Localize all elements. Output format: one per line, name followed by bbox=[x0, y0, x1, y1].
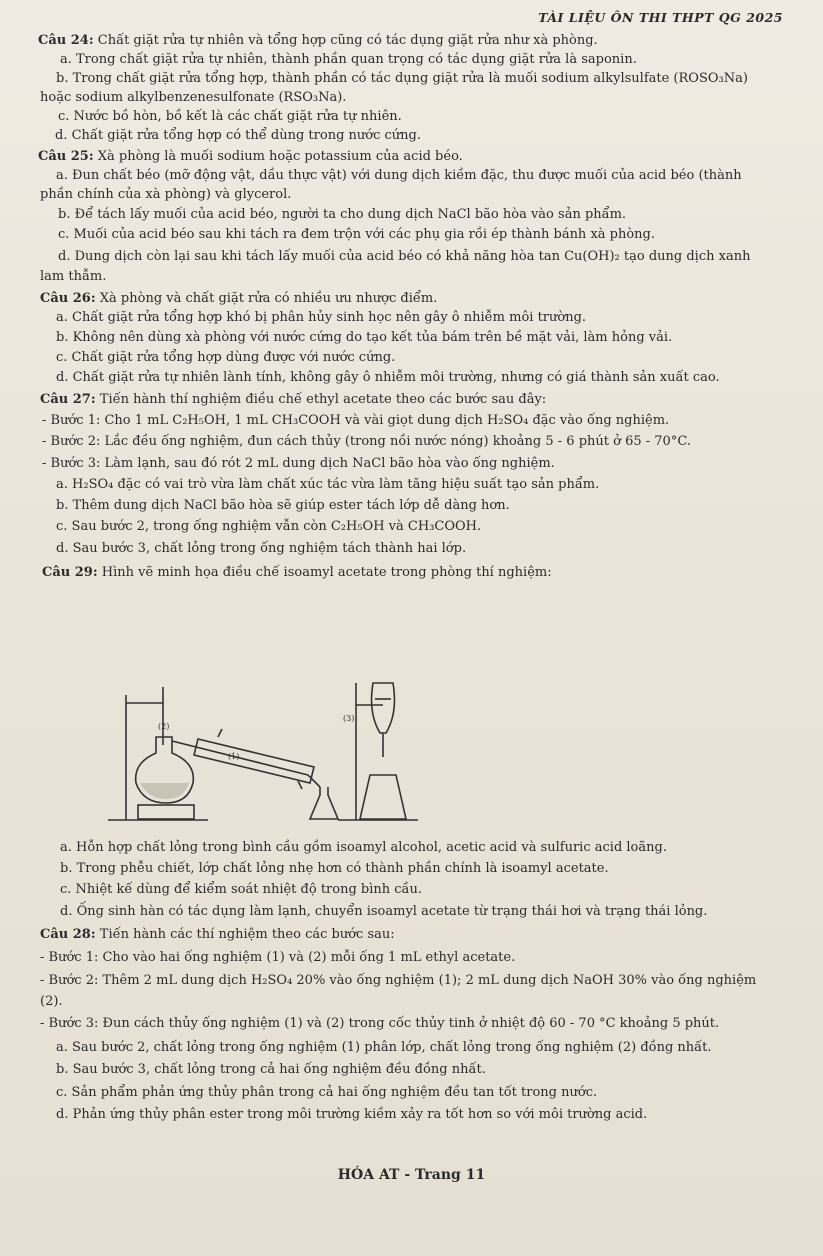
q27-title: Câu 27: bbox=[40, 392, 96, 407]
isoamyl-acetate-apparatus-figure bbox=[88, 675, 428, 835]
q26-option-d: d. Chất giặt rửa tự nhiên lành tính, không gây ô nhiễm môi trường, nhưng có giá thành sản xuất cao. bbox=[56, 370, 720, 385]
receiving-flask bbox=[310, 787, 338, 819]
q24-option-b-line1: b. Trong chất giặt rửa tổng hợp, thành phần có tác dụng giặt rửa là muối sodium alkylsulfate (ROSO₃Na) bbox=[56, 71, 748, 86]
q27-option-d: d. Sau bước 3, chất lỏng trong ống nghiệm tách thành hai lớp. bbox=[56, 541, 467, 556]
q27-option-b: b. Thêm dung dịch NaCl bão hòa sẽ giúp ester tách lớp dễ dàng hơn. bbox=[56, 498, 510, 513]
q24-option-c: c. Nước bồ hòn, bồ kết là các chất giặt rửa tự nhiên. bbox=[58, 109, 402, 124]
figure-label-2: (2) bbox=[158, 722, 170, 731]
q27-stem: Tiến hành thí nghiệm điều chế ethyl acetate theo các bước sau đây: bbox=[99, 392, 547, 407]
separating-funnel bbox=[372, 683, 395, 733]
q24-stem-line bbox=[38, 33, 598, 49]
figure-label-3: (3) bbox=[343, 714, 355, 723]
q24-title: Câu 24: bbox=[38, 33, 94, 48]
q27-step-2: - Bước 2: Lắc đều ống nghiệm, đun cách thủy (trong nồi nước nóng) khoảng 5 - 6 phút ở 65 - 70°C. bbox=[42, 434, 691, 449]
q28-option-a: a. Sau bước 2, chất lỏng trong ống nghiệm (1) phân lớp, chất lỏng trong ống nghiệm (2) đồng nhất. bbox=[56, 1040, 712, 1055]
q28-title: Câu 28: bbox=[40, 927, 96, 942]
q25-stem-line bbox=[38, 149, 463, 165]
q27-option-c: c. Sau bước 2, trong ống nghiệm vẫn còn C₂H₅OH và CH₃COOH. bbox=[56, 519, 482, 534]
q25-option-b: b. Để tách lấy muối của acid béo, người ta cho dung dịch NaCl bão hòa vào sản phẩm. bbox=[58, 207, 627, 222]
q28-stem-line bbox=[40, 927, 395, 943]
q27-step-1: - Bước 1: Cho 1 mL C₂H₅OH, 1 mL CH₃COOH và vài giọt dung dịch H₂SO₄ đặc vào ống nghiệm. bbox=[42, 413, 670, 428]
q25-title: Câu 25: bbox=[38, 149, 94, 164]
q25-option-a-line1: a. Đun chất béo (mỡ động vật, dầu thực vật) với dung dịch kiềm đặc, thu được muối của acid béo (thành bbox=[56, 168, 742, 183]
q24-option-a: a. Trong chất giặt rửa tự nhiên, thành phần quan trọng có tác dụng giặt rửa là saponin. bbox=[60, 52, 637, 67]
q29-title: Câu 29: bbox=[42, 565, 98, 580]
q26-title: Câu 26: bbox=[40, 291, 96, 306]
collection-flask bbox=[360, 775, 406, 819]
q29-option-a: a. Hỗn hợp chất lỏng trong bình cầu gồm isoamyl alcohol, acetic acid và sulfuric acid loãng. bbox=[60, 840, 667, 855]
document-header: TÀI LIỆU ÔN THI THPT QG 2025 bbox=[538, 10, 783, 25]
q29-option-b: b. Trong phễu chiết, lớp chất lỏng nhẹ hơn có thành phần chính là isoamyl acetate. bbox=[60, 861, 609, 876]
q29-stem: Hình vẽ minh họa điều chế isoamyl acetate trong phòng thí nghiệm: bbox=[101, 565, 552, 580]
water-outlet bbox=[218, 729, 222, 737]
q26-stem-line bbox=[40, 291, 437, 307]
q28-step-1: - Bước 1: Cho vào hai ống nghiệm (1) và (2) mỗi ống 1 mL ethyl acetate. bbox=[40, 950, 516, 965]
q25-stem: Xà phòng là muối sodium hoặc potassium của acid béo. bbox=[97, 149, 463, 164]
q28-option-b: b. Sau bước 3, chất lỏng trong cả hai ống nghiệm đều đồng nhất. bbox=[56, 1062, 486, 1077]
q24-option-b-line2: hoặc sodium alkylbenzenesulfonate (RSO₃Na). bbox=[40, 90, 347, 105]
q28-step-2-line1: - Bước 2: Thêm 2 mL dung dịch H₂SO₄ 20% vào ống nghiệm (1); 2 mL dung dịch NaOH 30% vào ống nghiệm bbox=[40, 973, 757, 988]
q25-option-c: c. Muối của acid béo sau khi tách ra đem trộn với các phụ gia rồi ép thành bánh xà phòng. bbox=[58, 227, 656, 242]
q25-option-a-line2: phần chính của xà phòng) và glycerol. bbox=[40, 187, 292, 202]
q27-stem-line bbox=[40, 392, 546, 408]
q26-option-a: a. Chất giặt rửa tổng hợp khó bị phân hủy sinh học nên gây ô nhiễm môi trường. bbox=[56, 310, 587, 325]
q28-step-3: - Bước 3: Đun cách thủy ống nghiệm (1) và (2) trong cốc thủy tinh ở nhiệt độ 60 - 70 °C khoảng 5 phút. bbox=[40, 1016, 720, 1031]
q29-option-d: d. Ống sinh hàn có tác dụng làm lạnh, chuyển isoamyl acetate từ trạng thái hơi và trạng thái lỏng. bbox=[60, 904, 708, 919]
q26-stem: Xà phòng và chất giặt rửa có nhiều ưu nhược điểm. bbox=[99, 291, 438, 306]
q28-option-d: d. Phản ứng thủy phân ester trong môi trường kiềm xảy ra tốt hơn so với môi trường acid. bbox=[56, 1107, 648, 1122]
water-inlet bbox=[298, 781, 302, 789]
page-footer: HÓA AT - Trang 11 bbox=[337, 1167, 486, 1183]
q26-option-b: b. Không nên dùng xà phòng với nước cứng do tạo kết tủa bám trên bề mặt vải, làm hỏng vải. bbox=[56, 330, 673, 345]
q25-option-d-line1: d. Dung dịch còn lại sau khi tách lấy muối của acid béo có khả năng hòa tan Cu(OH)₂ tạo dung dịch xanh bbox=[58, 249, 751, 264]
q28-option-c: c. Sản phẩm phản ứng thủy phân trong cả hai ống nghiệm đều tan tốt trong nước. bbox=[56, 1085, 598, 1100]
figure-label-1: (1) bbox=[228, 752, 240, 761]
q24-option-d: d. Chất giặt rửa tổng hợp có thể dùng trong nước cứng. bbox=[55, 128, 421, 143]
q26-option-c: c. Chất giặt rửa tổng hợp dùng được với nước cứng. bbox=[56, 350, 396, 365]
heater-block bbox=[138, 805, 194, 819]
q27-option-a: a. H₂SO₄ đặc có vai trò vừa làm chất xúc tác vừa làm tăng hiệu suất tạo sản phẩm. bbox=[56, 477, 600, 492]
q24-stem: Chất giặt rửa tự nhiên và tổng hợp cũng có tác dụng giặt rửa như xà phòng. bbox=[97, 33, 598, 48]
q29-option-c: c. Nhiệt kế dùng để kiểm soát nhiệt độ trong bình cầu. bbox=[60, 882, 423, 897]
q29-stem-line bbox=[42, 565, 552, 581]
q28-step-2-line2: (2). bbox=[40, 994, 63, 1009]
q27-step-3: - Bước 3: Làm lạnh, sau đó rót 2 mL dung dịch NaCl bão hòa vào ống nghiệm. bbox=[42, 456, 555, 471]
q25-option-d-line2: lam thẫm. bbox=[40, 269, 107, 284]
q28-stem: Tiến hành các thí nghiệm theo các bước sau: bbox=[99, 927, 395, 942]
